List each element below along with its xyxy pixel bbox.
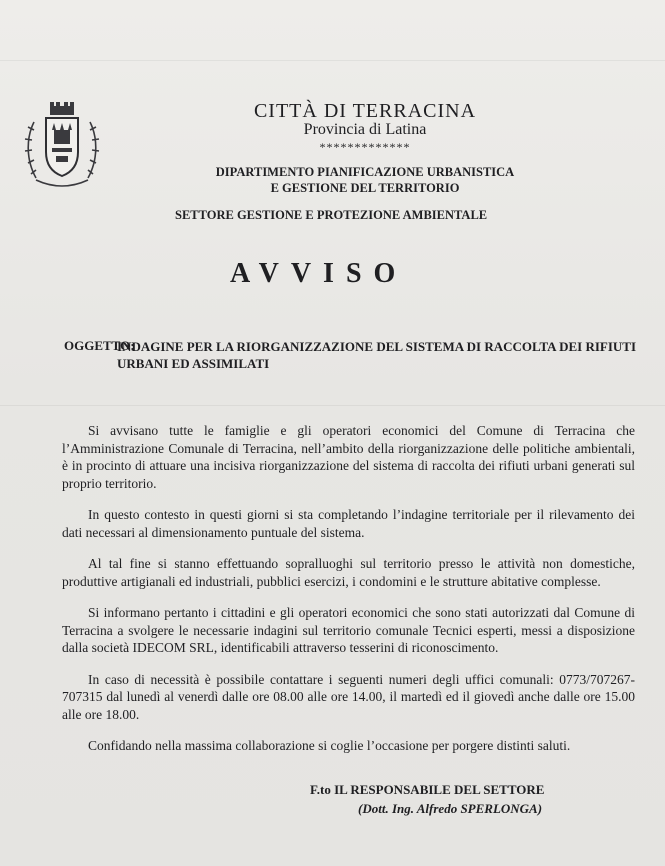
subject-label: OGGETTO: (64, 338, 135, 353)
notice-body (62, 422, 635, 769)
paper-crease (0, 405, 665, 406)
signature-line: F.to IL RESPONSABILE DEL SETTORE (310, 782, 545, 797)
signatory-name: (Dott. Ing. Alfredo SPERLONGA) (358, 801, 543, 816)
paper-crease (0, 60, 665, 61)
province-name: Provincia di Latina (303, 121, 427, 138)
department-line-1: DIPARTIMENTO PIANIFICAZIONE URBANISTICA (215, 165, 515, 179)
department-line-2: E GESTIONE DEL TERRITORIO (270, 181, 460, 195)
department-heading (150, 164, 580, 196)
body-paragraph: Si avvisano tutte le famiglie e gli operatori economici del Comune di Terracina che l’Amministrazione Comunale di Terracina, nell’ambito della riorganizzazione delle politiche ambientali, è in procinto di attuare una incisiva riorganizzazione del sistema di raccolta dei rifiuti urbani generati sul proprio territorio. (62, 423, 635, 491)
body-paragraph: Confidando nella massima collaborazione si coglie l’occasione per porgere distinti saluti. (88, 738, 571, 753)
subject-text: INDAGINE PER LA RIORGANIZZAZIONE DEL SISTEMA DI RACCOLTA DEI RIFIUTI URBANI ED ASSIMILATI (117, 339, 637, 371)
stars-divider: ************* (319, 140, 411, 154)
coat-of-arms-icon (22, 100, 102, 192)
sector-heading: SETTORE GESTIONE E PROTEZIONE AMBIENTALE (175, 208, 488, 222)
body-paragraph: In caso di necessità è possibile contattare i seguenti numeri degli uffici comunali: 0773/707267-707315 dal lunedì al venerdì dalle ore 08.00 alle ore 14.00, il martedì ed il giovedì anche dalle ore 15.00 alle ore 18.00. (62, 671, 635, 722)
body-paragraph: In questo contesto in questi giorni si sta completando l’indagine territoriale per il rilevamento dei dati necessari al dimensionamento puntuale del sistema. (62, 507, 635, 540)
body-paragraph: Si informano pertanto i cittadini e gli operatori economici che sono stati autorizzati dal Comune di Terracina a svolgere le necessarie indagini sul territorio comunale Tecnici esperti, messi a disposizione dalla società IDECOM SRL, identificabili attraverso tesserini di riconoscimento. (62, 605, 635, 655)
signature-block (310, 782, 544, 817)
notice-title: AVVISO (230, 258, 408, 289)
city-name: CITTÀ DI TERRACINA (253, 100, 477, 122)
body-paragraph: Al tal fine si stanno effettuando sopralluoghi sul territorio presso le attività non domestiche, produttive artigianali ed industriali, pubblici esercizi, i condomini e le strutture abitative complesse. (62, 556, 635, 589)
